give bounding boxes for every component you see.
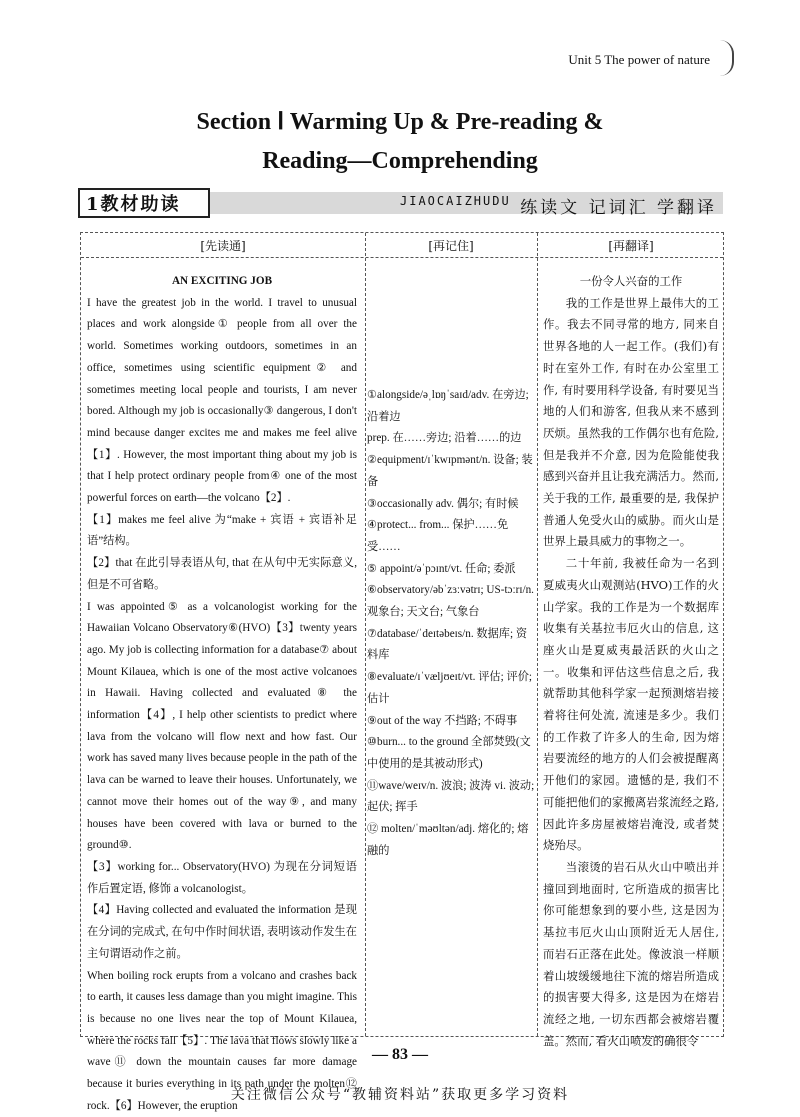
reading-passage [87,271,357,1117]
banner-right: 练读文 记词汇 学翻译 [520,193,717,218]
section-banner [78,188,723,218]
passage-paragraph: When boiling rock erupts from a volcano and crashes back to earth, it causes less damage than you might imagine. This is because no one lives near the top of Mount Kilauea, where the rocks fall【5】. The lava that flows slowly like a wave⑪ down the mountain causes far more damage because it buries everything in its path under the molten⑫ rock.【6】However, the eruption [87,966,357,1117]
vocab-item: ⑫ molten/ˈməʊltən/adj. 熔化的; 熔融的 [367,819,537,862]
translation-paragraph: 我的工作是世界上最伟大的工作。我去不同寻常的地方, 同来自世界各地的人一起工作。(我们)有时在室外工作, 有时在办公室里工作, 有时要用科学设备, 有时要见当地的人们和游客, 但我从来不感到厌烦。虽然我的工作偶尔也有危险, 但是我并不介意, 因为危险能使我感到兴奋并且让我充满活力。然而, 关于我的工作, 最重要的是, 我保护普通人免受火山的威胁。而火山是世界上最具威力的事物之一。 [543,293,719,553]
col-head-translate: [再翻译] [537,237,725,254]
column-divider-1 [365,233,366,1036]
header-divider [81,257,723,258]
vocab-item: ⑩burn... to the ground 全部焚毁(文中使用的是其被动形式) [367,732,537,775]
vocab-item: ⑤ appoint/əˈpɔɪnt/vt. 任命; 委派 [367,559,537,581]
passage-note: 【2】that 在此引导表语从句, that 在从句中无实际意义, 但是不可省略。 [87,553,357,596]
passage-paragraph: I have the greatest job in the world. I travel to unusual places and work alongside① people from all over the world. Sometimes working outdoors, sometimes in an office, sometimes using scientific equipment② and sometimes meeting local people and tourists, I am never bored. Although my job is occasionally③ dangerous, I don't mind because danger excites me and makes me feel alive【1】. However, the most important thing about my job is that I help protect ordinary people from④ one of the most powerful forces on earth—the volcano【2】. [87,293,357,510]
col-head-read: [先读通] [81,237,365,254]
col-head-memorize: [再记住] [365,237,537,254]
passage-note: 【3】working for... Observatory(HVO) 为现在分词短语作后置定语, 修饰 a volcanologist。 [87,857,357,900]
vocab-item: ①alongside/əˌlɒŋˈsaɪd/adv. 在旁边; 沿着边 [367,385,537,428]
translation-paragraph: 当滚烫的岩石从火山中喷出并撞回到地面时, 它所造成的损害比你可能想象到的要小些, 这是因为基拉韦厄火山山顶附近无人居住, 而岩石正落在此处。像波浪一样顺着山坡缓缓地往下流的熔岩所造成的损害要大得多, 这是因为在熔岩流经之地, 一切东西都会被熔岩覆盖。然而, 看火山喷发的确很令 [543,857,719,1052]
vocabulary-list [367,385,537,862]
column-divider-2 [537,233,538,1036]
reading-table [80,232,724,1037]
passage-note: 【1】makes me feel alive 为“make + 宾语 + 宾语补足语”结构。 [87,510,357,553]
vocab-item: ⑪wave/weɪv/n. 波浪; 波涛 vi. 波动; 起伏; 挥手 [367,776,537,819]
banner-pinyin: JIAOCAIZHUDU [400,194,511,208]
banner-bar [210,192,723,214]
vocab-item: ⑥observatory/əbˈzɜːvətrɪ; US-tɔːrɪ/n. 观象台; 天文台; 气象台 [367,580,537,623]
footer-note: 关注微信公众号“教辅资料站”获取更多学习资料 [0,1084,800,1104]
page-number: — 83 — [0,1046,800,1064]
translation-title: 一份令人兴奋的工作 [543,271,719,293]
vocab-item: prep. 在……旁边; 沿着……的边 [367,428,537,450]
passage-paragraph: I was appointed⑤ as a volcanologist working for the Hawaiian Volcano Observatory⑥(HVO)【3】twenty years ago. My job is collecting information for a database⑦ about Mount Kilauea, which is one of the most active volcanoes in Hawaii. Having collected and evaluated⑧ the information【4】, I help other scientists to predict where lava from the volcano will flow next and how fast. Our work has saved many lives because people in the path of the lava can be warned to leave their houses. Unfortunately, we cannot move their homes out of the way⑨, and many houses have been covered with lava or burned to the ground⑩. [87,597,357,857]
passage-title: AN EXCITING JOB [87,271,357,293]
section-title-line2: Reading—Comprehending [0,140,800,182]
corner-bracket [720,40,734,76]
banner-label: 1教材助读 [78,188,210,218]
translation [543,271,719,1052]
vocab-item: ③occasionally adv. 偶尔; 有时候 [367,494,537,516]
running-head: Unit 5 The power of nature [568,52,710,68]
section-title-line1: Section Ⅰ Warming Up & Pre-reading & [0,101,800,143]
vocab-item: ⑧evaluate/ɪˈvæljʊeɪt/vt. 评估; 评价; 估计 [367,667,537,710]
vocab-item: ⑦database/ˈdeɪtəbeɪs/n. 数据库; 资料库 [367,624,537,667]
passage-note: 【4】Having collected and evaluated the information 是现在分词的完成式, 在句中作时间状语, 表明该动作发生在主句谓语动作之前。 [87,900,357,965]
vocab-item: ④protect... from... 保护……免受…… [367,515,537,558]
translation-paragraph: 二十年前, 我被任命为一名到夏威夷火山观测站(HVO)工作的火山学家。我的工作是为一个数据库收集有关基拉韦厄火山的信息, 这座火山是夏威夷最活跃的火山之一。收集和评估这些信息之后, 我就帮助其他科学家一起预测熔岩接着将往何处流, 流速是多少。我们的工作救了许多人的生命, 因为熔岩要流经的地方的人们会被提醒离开他们的家园。遗憾的是, 我们不可能把他们的家搬离岩浆流经之路, 因此许多房屋被熔岩淹没, 或者焚烧殆尽。 [543,553,719,857]
vocab-item: ②equipment/ɪˈkwɪpmənt/n. 设备; 装备 [367,450,537,493]
vocab-item: ⑨out of the way 不挡路; 不碍事 [367,711,537,733]
